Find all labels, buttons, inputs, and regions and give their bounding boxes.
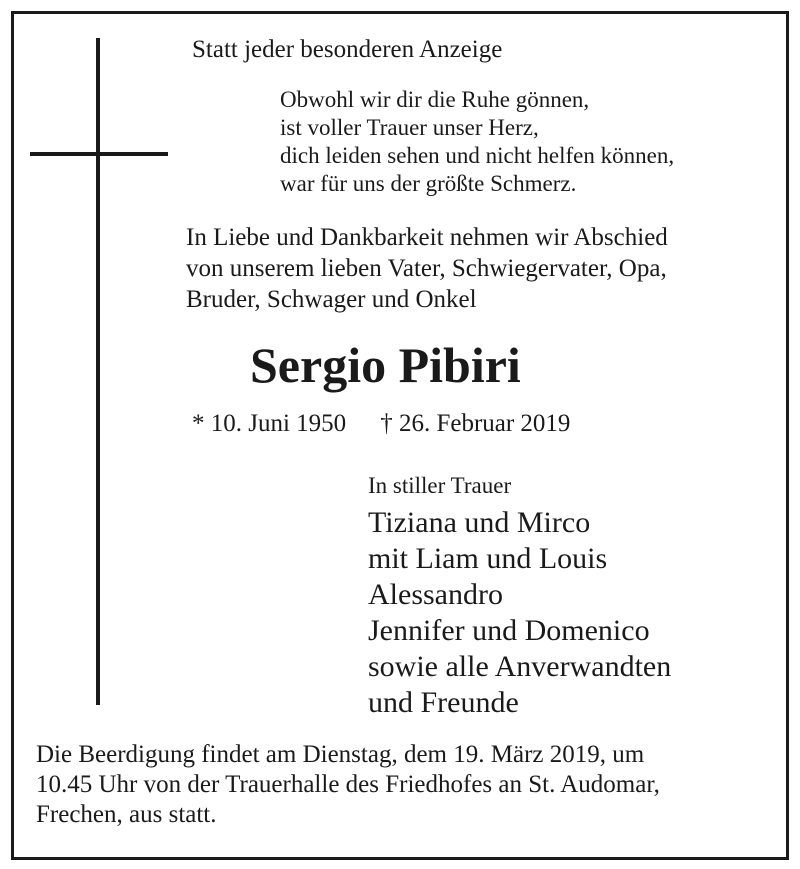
- farewell-line: Bruder, Schwager und Onkel: [186, 286, 477, 313]
- funeral-line: 10.45 Uhr von der Trauerhalle des Friedhofes an St. Audomar,: [36, 771, 660, 798]
- deceased-name: Sergio Pibiri: [250, 337, 521, 393]
- cross-icon: [96, 38, 100, 705]
- funeral-line: Frechen, aus statt.: [36, 801, 217, 828]
- poem-line: war für uns der größte Schmerz.: [280, 171, 577, 196]
- farewell-text: [186, 222, 668, 315]
- farewell-line: In Liebe und Dankbarkeit nehmen wir Abschied: [186, 224, 668, 251]
- funeral-details: [36, 740, 660, 830]
- life-dates: [192, 410, 570, 438]
- birth-date: * 10. Juni 1950: [192, 410, 347, 437]
- mourner-line: mit Liam und Louis: [368, 542, 608, 575]
- mourner-line: sowie alle Anverwandten: [368, 650, 672, 683]
- poem-line: Obwohl wir dir die Ruhe gönnen,: [280, 87, 590, 112]
- farewell-line: von unserem lieben Vater, Schwiegervater, Opa,: [186, 255, 667, 282]
- death-date: † 26. Februar 2019: [380, 410, 571, 437]
- poem: [280, 86, 674, 198]
- mourner-line: Alessandro: [368, 578, 503, 611]
- notice-heading: Statt jeder besonderen Anzeige: [192, 36, 503, 63]
- mourners-list: [368, 505, 671, 721]
- poem-line: dich leiden sehen und nicht helfen können,: [280, 143, 675, 168]
- poem-line: ist voller Trauer unser Herz,: [280, 115, 539, 140]
- mourners-intro: In stiller Trauer: [368, 473, 512, 498]
- mourner-line: Tiziana und Mirco: [368, 506, 591, 539]
- cross-bar: [30, 152, 168, 156]
- mourner-line: Jennifer und Domenico: [368, 614, 650, 647]
- mourner-line: und Freunde: [368, 686, 519, 719]
- funeral-line: Die Beerdigung findet am Dienstag, dem 19. März 2019, um: [36, 741, 645, 768]
